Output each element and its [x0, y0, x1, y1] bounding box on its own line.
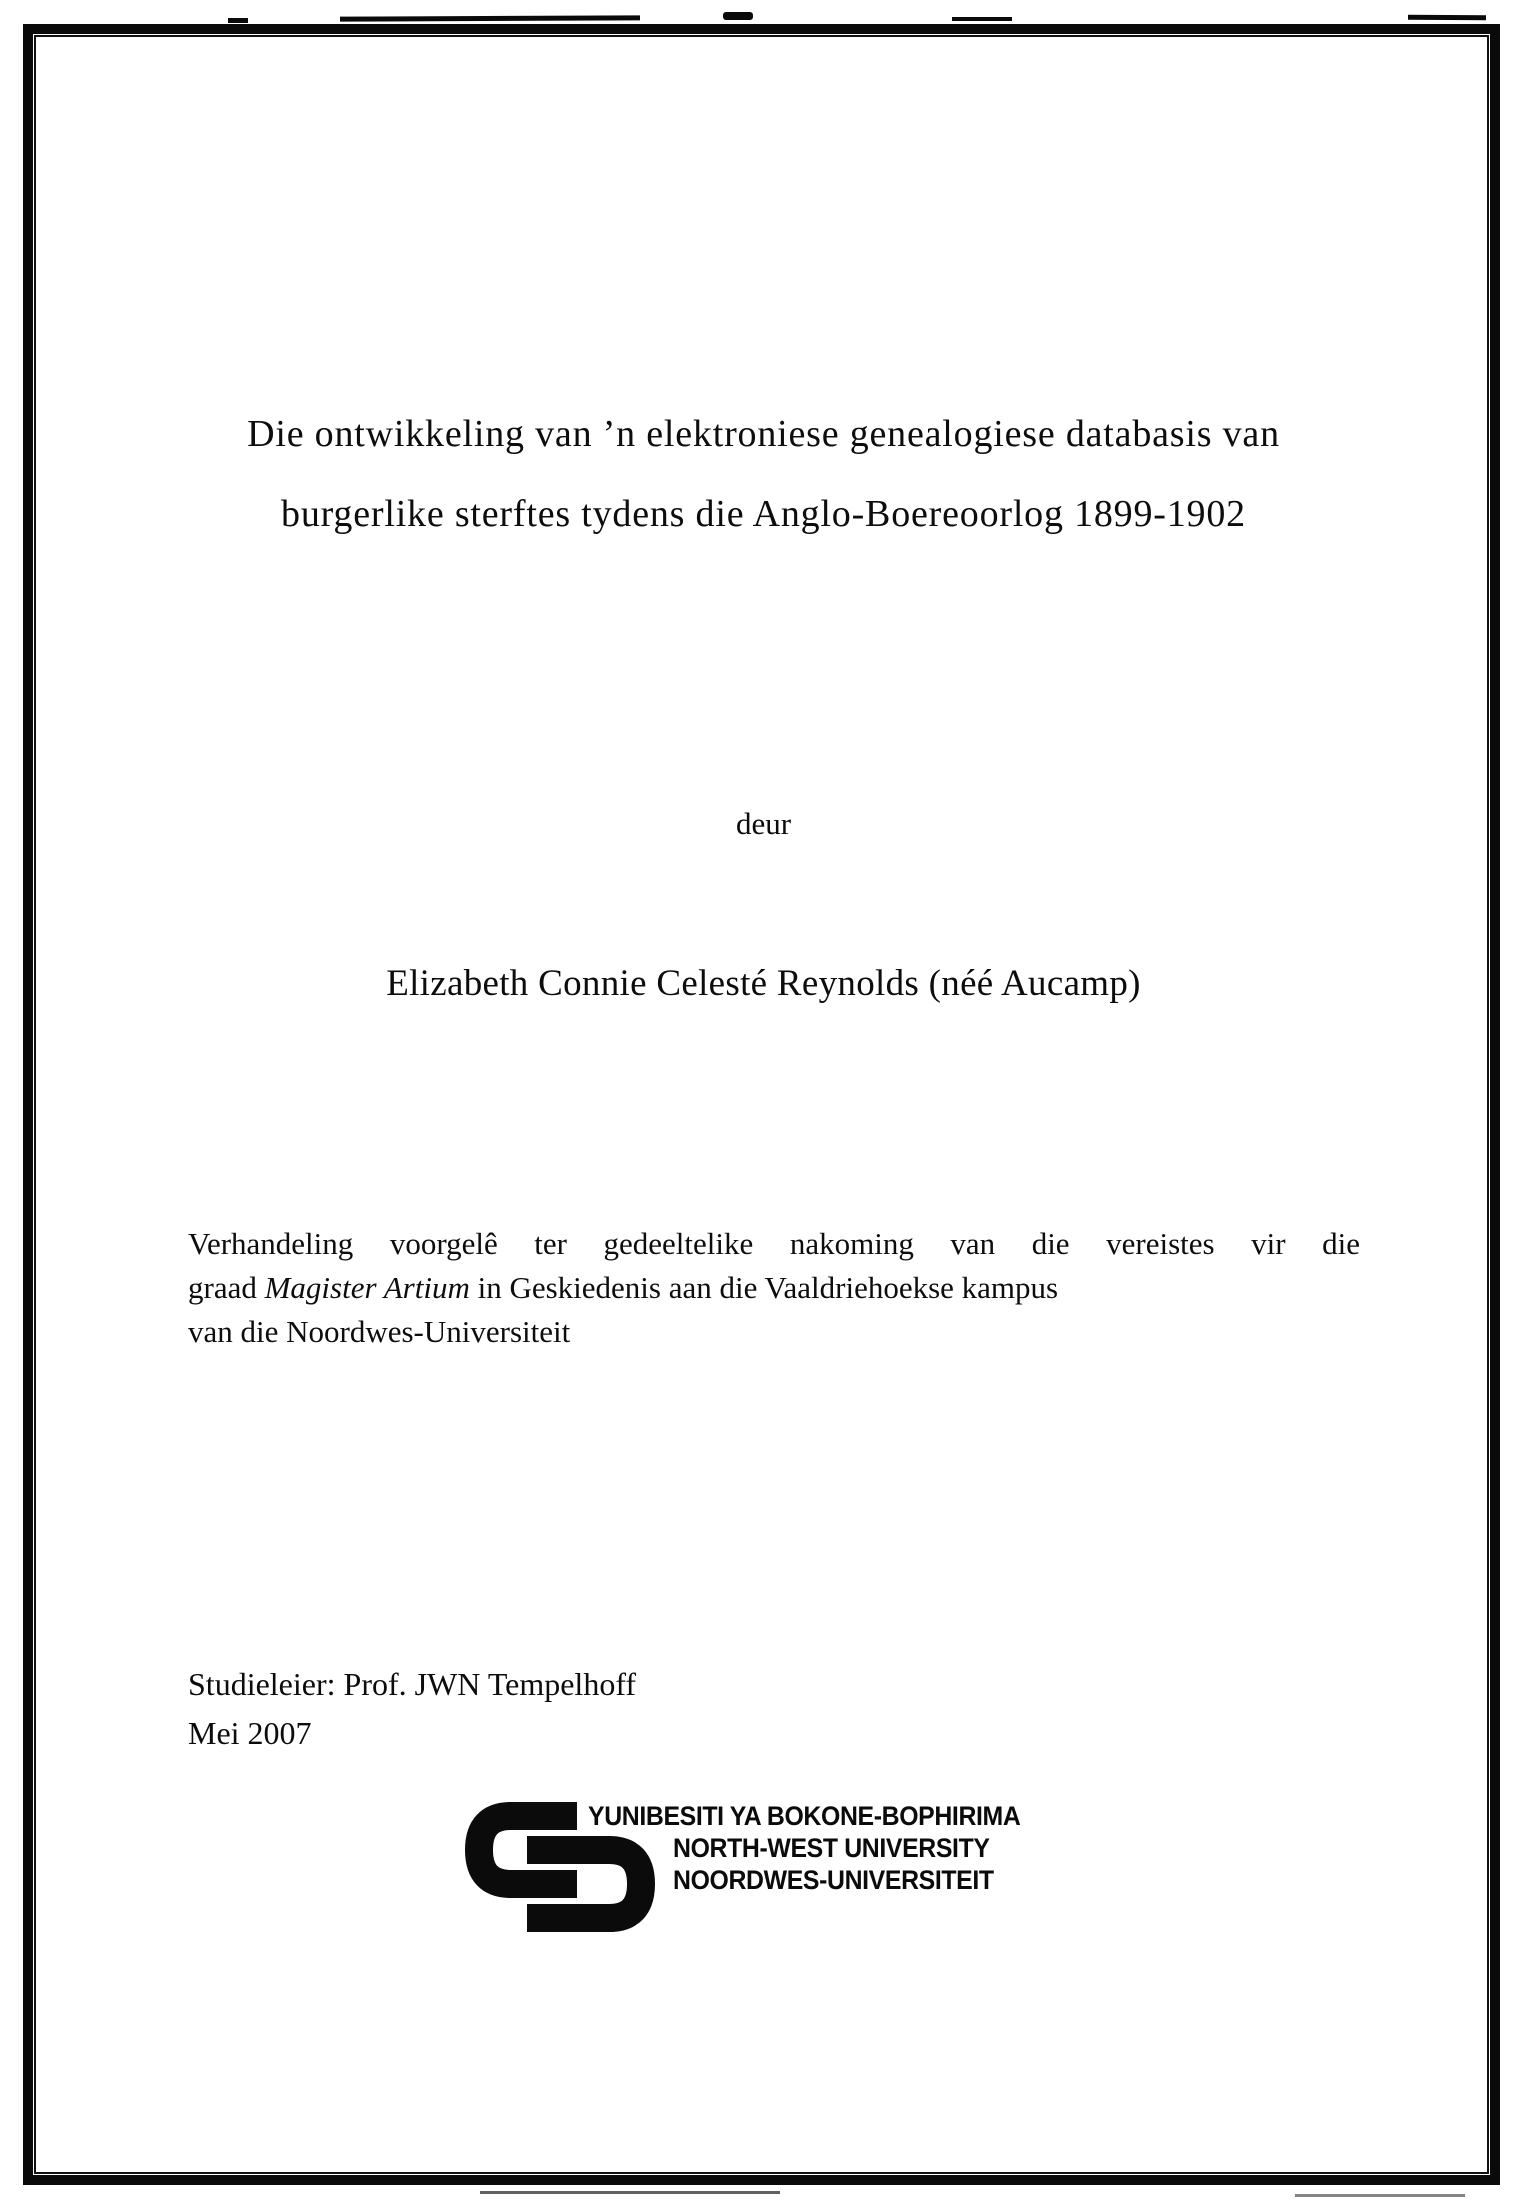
- byline-label: deur: [735, 806, 792, 841]
- declaration-line1: Verhandeling voorgelê ter gedeeltelike nakoming van die vereistes vir die: [188, 1226, 1360, 1261]
- declaration-paragraph: [188, 1222, 1360, 1354]
- thesis-title-line1: Die ontwikkeling van ’n elektroniese genealogiese databasis van: [247, 413, 1280, 455]
- university-logo: [465, 1798, 1058, 1932]
- author-name: Elizabeth Connie Celesté Reynolds (néé Aucamp): [386, 963, 1141, 1004]
- declaration-line2: [188, 1266, 1360, 1310]
- logo-text-setswana: YUNIBESITI YA BOKONE-BOPHIRIMA: [588, 1801, 1021, 1831]
- supervisor-line: Studieleier: Prof. JWN Tempelhoff: [188, 1666, 637, 1702]
- thesis-title-line2: burgerlike sterftes tydens die Anglo-Boereoorlog 1899-1902: [281, 493, 1246, 535]
- scan-artifact: [480, 2191, 780, 2194]
- date-line: Mei 2007: [188, 1715, 312, 1751]
- scan-artifact: [1295, 2194, 1465, 2197]
- declaration-line2-prefix: graad: [188, 1270, 265, 1305]
- degree-name-italic: Magister Artium: [264, 1270, 470, 1305]
- scan-artifact: [723, 12, 753, 20]
- university-logo-text: [588, 1798, 1058, 1896]
- thesis-title: [0, 394, 1527, 554]
- scan-artifact: [952, 17, 1012, 21]
- supervisor-block: [188, 1660, 636, 1758]
- logo-text-english: NORTH-WEST UNIVERSITY: [673, 1833, 990, 1863]
- declaration-line2-suffix: in Geskiedenis aan die Vaaldriehoekse kampus: [469, 1270, 1059, 1305]
- declaration-line3: van die Noordwes-Universiteit: [188, 1314, 571, 1349]
- logo-text-afrikaans: NOORDWES-UNIVERSITEIT: [673, 1865, 994, 1895]
- scan-artifact: [340, 15, 640, 21]
- scan-artifact: [228, 18, 248, 23]
- scan-artifact: [1408, 15, 1486, 20]
